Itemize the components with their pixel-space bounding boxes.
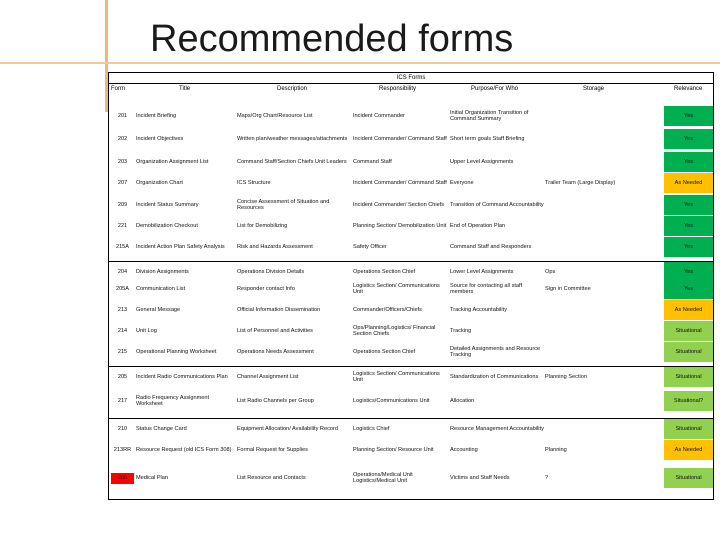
form-description: Command Staff/Section Chiefs Unit Leaders <box>237 158 347 165</box>
form-purpose: Tracking Accountability <box>450 306 507 313</box>
form-purpose: Command Staff and Responders <box>450 243 532 250</box>
form-relevance: As Needed <box>674 446 703 453</box>
form-responsibility: Operations/Medical Unit Logistics/Medical Unit <box>353 471 413 484</box>
form-description: Maps/Org Chart/Resource List <box>237 112 313 119</box>
form-number: 202 <box>117 135 128 142</box>
form-description: Operations Needs Assessment <box>237 348 314 355</box>
form-title: Incident Briefing <box>136 112 177 119</box>
form-purpose: Short term goals Staff Briefing <box>450 135 525 142</box>
form-title: Status Change Card <box>136 425 187 432</box>
form-number: 221 <box>117 222 128 229</box>
header-description: Description <box>277 86 308 92</box>
form-relevance: Situational <box>675 348 702 355</box>
form-storage <box>545 129 663 149</box>
form-title: Organization Chart <box>136 179 183 186</box>
form-relevance: Yes <box>683 243 694 250</box>
form-storage <box>545 342 663 362</box>
form-description: Official Information Dissemination <box>237 306 321 313</box>
table-row <box>109 129 713 149</box>
form-responsibility: Logistics Chief <box>353 425 390 432</box>
form-relevance: Situational <box>675 425 702 432</box>
form-number: 213 <box>117 306 128 313</box>
form-title: Radio Frequency Assignment Worksheet <box>136 394 210 407</box>
form-number: 213RR <box>113 446 132 453</box>
table-row <box>109 173 713 193</box>
form-purpose: Accounting <box>450 446 478 453</box>
form-responsibility: Safety Officer <box>353 243 387 250</box>
form-responsibility: Commander/Officers/Chiefs <box>353 306 422 313</box>
table-row <box>109 366 713 387</box>
form-title: Incident Objectives <box>136 135 184 142</box>
form-responsibility: Incident Commander <box>353 112 405 119</box>
table-row <box>109 279 713 299</box>
form-description: List of Personnel and Activities <box>237 327 313 334</box>
form-number: 205 <box>117 373 128 380</box>
form-responsibility: Planning Section/ Resource Unit <box>353 446 434 453</box>
form-description: List Radio Channels per Group <box>237 397 314 404</box>
form-description: Formal Request for Supplies <box>237 446 308 453</box>
form-title: Incident Status Summary <box>136 201 199 208</box>
form-title: Demobilization Checkout <box>136 222 198 229</box>
form-relevance: Yes <box>683 201 694 208</box>
form-relevance: Situational? <box>673 397 704 404</box>
form-storage: Sign in Committee <box>545 285 591 292</box>
table-row <box>109 237 713 257</box>
form-storage: Trailer Team (Large Display) <box>545 179 616 186</box>
form-relevance: Situational <box>675 373 702 380</box>
form-relevance: Yes <box>683 268 694 275</box>
table-row <box>109 195 713 215</box>
form-description: List Resource and Contacts <box>237 474 306 481</box>
form-storage <box>545 321 663 341</box>
form-storage <box>545 237 663 257</box>
form-title: Operational Planning Worksheet <box>136 348 217 355</box>
form-responsibility: Command Staff <box>353 158 392 165</box>
form-description: Written plan/weather messages/attachments <box>237 135 348 142</box>
form-storage: ? <box>545 474 549 481</box>
decorative-horizontal-line <box>0 62 720 64</box>
form-responsibility: Logistics/Communications Unit <box>353 397 430 404</box>
form-title: Communication List <box>136 285 186 292</box>
form-title: Medical Plan <box>136 474 169 481</box>
form-number: 207 <box>117 179 128 186</box>
form-purpose: Victims and Staff Needs <box>450 474 510 481</box>
table-row <box>109 300 713 320</box>
form-number: 215 <box>117 348 128 355</box>
form-relevance: Yes <box>683 285 694 292</box>
form-description: Operations Division Details <box>237 268 305 275</box>
table-row <box>109 106 713 126</box>
form-storage <box>545 106 663 126</box>
form-number: 205A <box>115 285 130 292</box>
form-responsibility: Operations Section Chief <box>353 268 416 275</box>
form-title: Division Assignments <box>136 268 189 275</box>
form-number: 201 <box>117 112 128 119</box>
form-relevance: As Needed <box>674 179 703 186</box>
form-number: 209 <box>117 201 128 208</box>
form-relevance: Situational <box>675 327 702 334</box>
form-storage <box>545 391 663 411</box>
ics-forms-table <box>108 72 714 500</box>
form-title: Resource Request (old ICS Form 308) <box>136 446 232 453</box>
table-row <box>109 391 713 411</box>
form-purpose: Standardization of Communications <box>450 373 539 380</box>
form-number: 214 <box>117 327 128 334</box>
form-storage: Planning Section <box>545 373 587 380</box>
form-storage <box>545 195 663 215</box>
form-responsibility: Logistics Section/ Communications Unit <box>353 282 440 295</box>
table-row <box>109 418 713 439</box>
form-purpose: Everyone <box>450 179 474 186</box>
table-row <box>109 321 713 341</box>
form-number: 210 <box>117 425 128 432</box>
form-description: Risk and Hazards Assessment <box>237 243 313 250</box>
form-responsibility: Incident Commander/ Section Chiefs <box>353 201 445 208</box>
form-description: Responder contact Info <box>237 285 295 292</box>
form-purpose: Resource Management Accountability <box>450 425 544 432</box>
form-description: Channel Assignment List <box>237 373 299 380</box>
form-title: Organization Assignment List <box>136 158 209 165</box>
form-title: General Message <box>136 306 181 313</box>
form-description: ICS Structure <box>237 179 271 186</box>
form-responsibility: Ops/Planning/Logistics/ Financial Section Chiefs <box>353 324 436 337</box>
table-row <box>109 152 713 172</box>
form-purpose: End of Operation Plan <box>450 222 506 229</box>
form-title: Incident Radio Communications Plan <box>136 373 228 380</box>
header-form: Form <box>111 86 125 92</box>
form-responsibility: Operations Section Chief <box>353 348 416 355</box>
form-responsibility: Incident Commander/ Command Staff <box>353 135 447 142</box>
table-title: ICS Forms <box>109 73 713 84</box>
page-title: Recommended forms <box>150 18 514 60</box>
table-row <box>109 468 713 488</box>
header-storage: Storage <box>583 86 605 92</box>
form-title: Unit Log <box>136 327 157 334</box>
form-relevance: Yes <box>683 112 694 119</box>
form-responsibility: Logistics Section/ Communications Unit <box>353 370 440 383</box>
form-purpose: Tracking <box>450 327 472 334</box>
form-number: 204 <box>117 268 128 275</box>
form-relevance: As Needed <box>674 306 703 313</box>
form-purpose: Initial Organization Transition of Command Summary <box>450 109 529 122</box>
header-purpose: Purpose/For Who <box>471 86 519 92</box>
form-relevance: Yes <box>683 158 694 165</box>
form-description: List for Demobilizing <box>237 222 288 229</box>
form-responsibility: Planning Section/ Demobilization Unit <box>353 222 447 229</box>
form-storage <box>545 216 663 236</box>
form-relevance: Yes <box>683 135 694 142</box>
table-row <box>109 216 713 236</box>
form-number: 203 <box>117 158 128 165</box>
form-storage <box>545 300 663 320</box>
header-responsibility: Responsibility <box>379 86 417 92</box>
form-storage <box>545 419 663 439</box>
form-storage: Planning <box>545 446 567 453</box>
form-responsibility: Incident Commander/ Command Staff <box>353 179 447 186</box>
form-storage <box>545 152 663 172</box>
form-number: 217 <box>117 397 128 404</box>
form-relevance: Yes <box>683 222 694 229</box>
form-purpose: Upper Level Assignments <box>450 158 514 165</box>
form-purpose: Lower Level Assignments <box>450 268 514 275</box>
form-purpose: Detailed Assignments and Resource Tracking <box>450 345 541 358</box>
form-relevance: Situational <box>675 474 702 481</box>
header-title: Title <box>179 86 191 92</box>
form-number: 206 <box>117 474 128 481</box>
form-description: Concise Assessment of Situation and Resources <box>237 198 330 211</box>
header-relevance: Relevance <box>674 86 703 92</box>
table-row <box>109 440 713 460</box>
form-purpose: Source for contacting all staff members <box>450 282 523 295</box>
table-row <box>109 342 713 362</box>
form-purpose: Transition of Command Accountability <box>450 201 544 208</box>
form-number: 215A <box>115 243 130 250</box>
form-purpose: Allocation <box>450 397 475 404</box>
form-storage: Ops <box>545 268 556 275</box>
form-description: Equipment Allocation/ Availability Record <box>237 425 338 432</box>
form-title: Incident Action Plan Safety Analysis <box>136 243 225 250</box>
